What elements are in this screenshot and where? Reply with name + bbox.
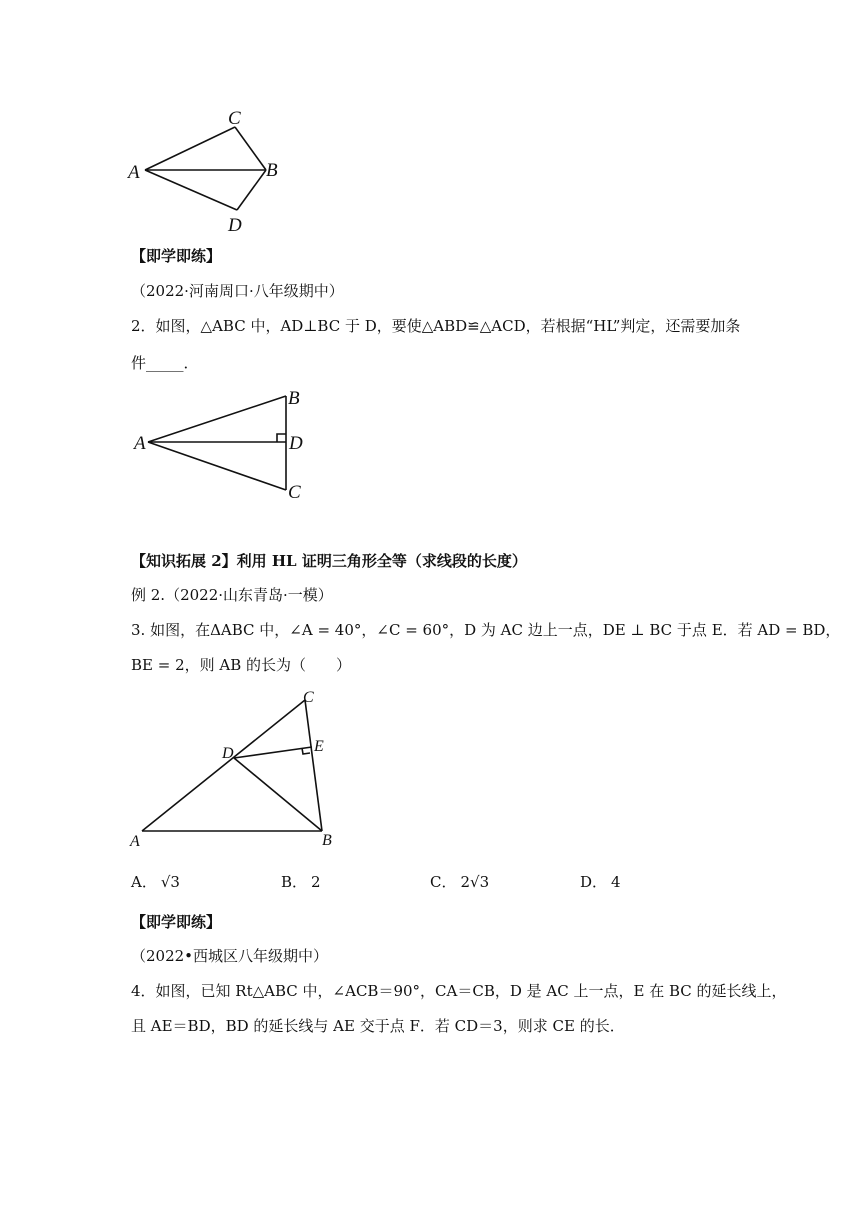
question-3-line-2: BE = 2，则 AB 的长为（ ）	[131, 656, 352, 674]
question-2-line-1: 2．如图，△ABC 中，AD⊥BC 于 D，要使△ABD≌△ACD，若根据“HL”判定，还需要加条	[131, 317, 741, 335]
option-b	[281, 872, 321, 892]
option-d-label: D．	[580, 873, 608, 891]
source-note-1: （2022·河南周口·八年级期中）	[131, 282, 344, 300]
option-a	[131, 872, 180, 892]
label-d: D	[289, 433, 303, 454]
option-c-label: C．	[430, 873, 457, 891]
question-3-line-1: 3. 如图，在ΔABC 中，∠A = 40°，∠C = 60°，D 为 AC 边上一点，DE ⊥ BC 于点 E．若 AD = BD，	[131, 621, 841, 639]
option-c	[430, 872, 489, 892]
option-a-label: A．	[131, 873, 157, 891]
label-b: B	[266, 160, 278, 181]
option-c-value: 2√3	[460, 873, 490, 891]
option-b-label: B．	[281, 873, 308, 891]
question-4-line-2: 且 AE＝BD，BD 的延长线与 AE 交于点 F．若 CD＝3，则求 CE 的长．	[131, 1017, 625, 1035]
label-b: B	[288, 388, 300, 409]
label-b: B	[322, 832, 332, 849]
section-header-practice-1: 【即学即练】	[131, 247, 222, 265]
label-c: C	[228, 108, 241, 129]
label-a: A	[128, 162, 140, 183]
source-note-2: （2022•西城区八年级期中）	[131, 947, 329, 965]
label-c: C	[303, 689, 314, 706]
label-e: E	[314, 738, 324, 755]
question-2-line-2: 件_____．	[131, 354, 199, 372]
label-d: D	[228, 215, 242, 236]
question-4-line-1: 4．如图，已知 Rt△ABC 中，∠ACB＝90°，CA＝CB，D 是 AC 上一点，E 在 BC 的延长线上，	[131, 982, 787, 1000]
figure-1	[120, 100, 300, 240]
figure-3	[128, 686, 348, 852]
section-header-practice-2: 【即学即练】	[131, 913, 222, 931]
label-a: A	[134, 433, 146, 454]
option-a-value: √3	[160, 873, 180, 891]
option-d-value: 4	[611, 873, 621, 891]
section-header-extension-2: 【知识拓展 2】利用 HL 证明三角形全等（求线段的长度）	[131, 552, 527, 570]
figure-2	[128, 382, 318, 502]
label-a: A	[130, 833, 140, 850]
label-d: D	[222, 745, 234, 762]
label-c: C	[288, 482, 301, 502]
option-d	[580, 872, 621, 892]
option-b-value: 2	[311, 873, 321, 891]
example-source: 例 2.（2022·山东青岛·一模）	[131, 586, 333, 604]
